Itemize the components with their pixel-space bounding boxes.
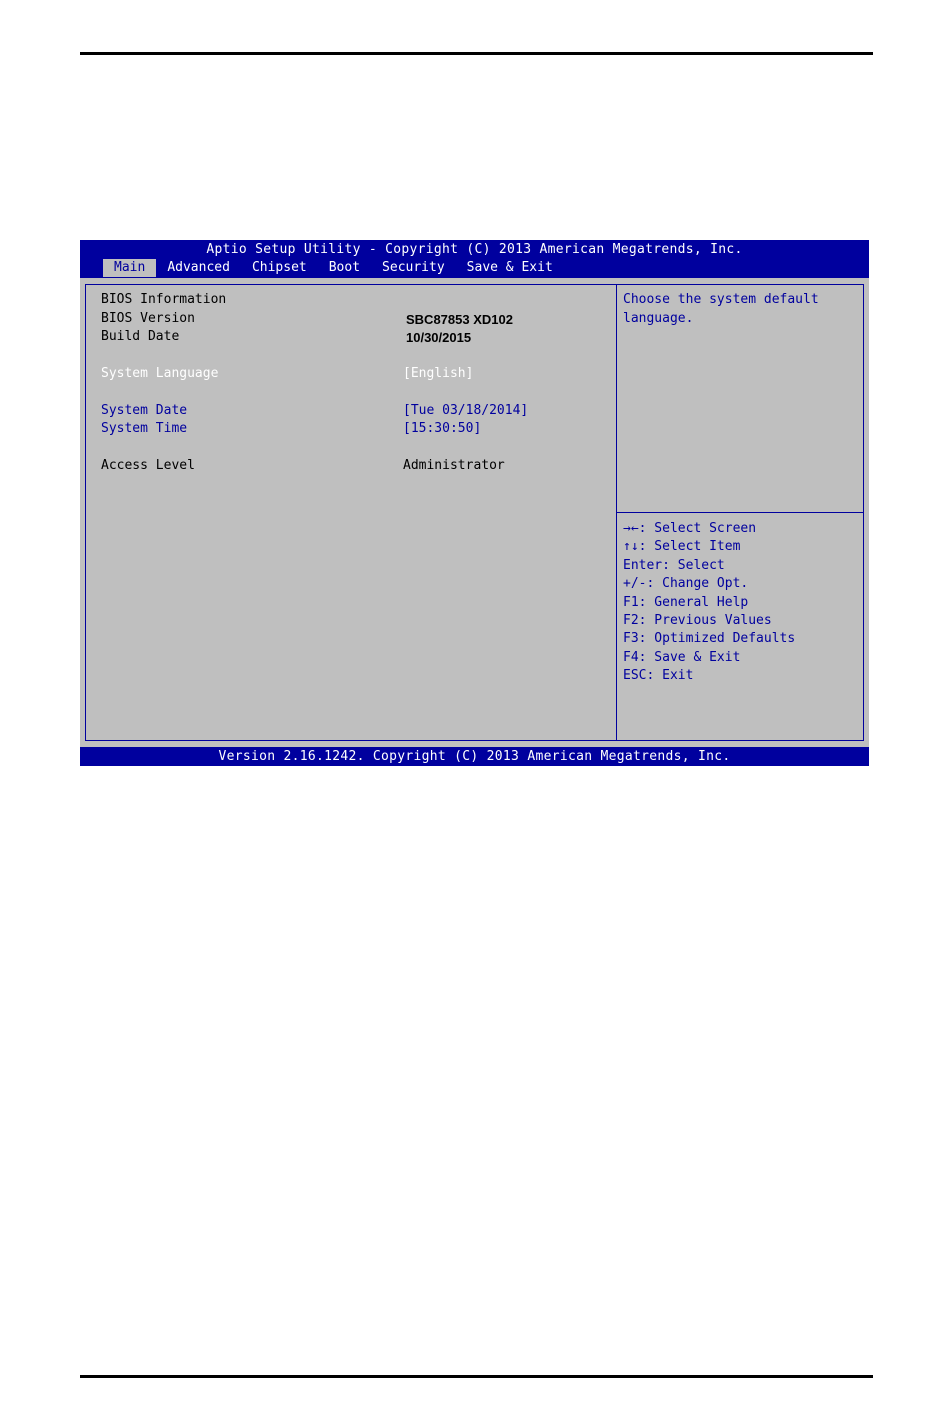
key-change-opt: +/-: Change Opt. <box>623 576 749 592</box>
key-legend <box>623 520 795 686</box>
help-text-line-1: Choose the system default <box>623 292 819 307</box>
system-language-label[interactable]: System Language <box>101 366 219 381</box>
key-esc-exit: ESC: Exit <box>623 668 694 684</box>
system-time-label[interactable]: System Time <box>101 421 188 436</box>
system-date-label[interactable]: System Date <box>101 403 188 418</box>
access-level-label: Access Level <box>101 458 195 473</box>
key-enter-select: Enter: Select <box>623 557 725 573</box>
bios-version-value: SBC87853 XD102 <box>406 312 513 327</box>
bios-setup-screen <box>80 240 869 766</box>
key-previous-values: F2: Previous Values <box>623 613 772 629</box>
tab-save-exit[interactable]: Save & Exit <box>466 260 553 275</box>
page-top-rule <box>80 52 873 55</box>
tab-security[interactable]: Security <box>382 260 445 275</box>
key-optimized-defaults: F3: Optimized Defaults <box>623 631 796 647</box>
bios-information-heading: BIOS Information <box>101 292 227 307</box>
build-date-label: Build Date <box>101 329 180 344</box>
tab-chipset[interactable]: Chipset <box>251 260 307 275</box>
bios-footer <box>80 747 869 766</box>
page-bottom-rule <box>80 1375 873 1378</box>
key-general-help: F1: General Help <box>623 594 749 610</box>
bios-version-footer: Version 2.16.1242. Copyright (C) 2013 American Megatrends, Inc. <box>218 749 731 764</box>
tab-main[interactable]: Main <box>103 259 156 277</box>
tab-boot[interactable]: Boot <box>328 260 361 275</box>
bios-title: Aptio Setup Utility - Copyright (C) 2013 American Megatrends, Inc. <box>206 242 743 257</box>
bios-header <box>80 240 869 278</box>
help-keys-divider <box>616 512 863 513</box>
system-language-value[interactable]: [English] <box>403 366 474 381</box>
access-level-value: Administrator <box>403 458 505 473</box>
key-select-screen: →←: Select Screen <box>623 521 757 536</box>
system-date-value[interactable]: [Tue 03/18/2014] <box>403 403 529 418</box>
system-time-value[interactable]: [15:30:50] <box>403 421 482 436</box>
bios-version-label: BIOS Version <box>101 311 195 326</box>
bios-tab-bar <box>103 259 564 277</box>
tab-advanced[interactable]: Advanced <box>167 260 230 275</box>
key-select-item: ↑↓: Select Item <box>623 539 741 555</box>
build-date-value: 10/30/2015 <box>406 330 472 345</box>
key-save-exit: F4: Save & Exit <box>623 649 741 665</box>
help-text-line-2: language. <box>623 311 694 326</box>
